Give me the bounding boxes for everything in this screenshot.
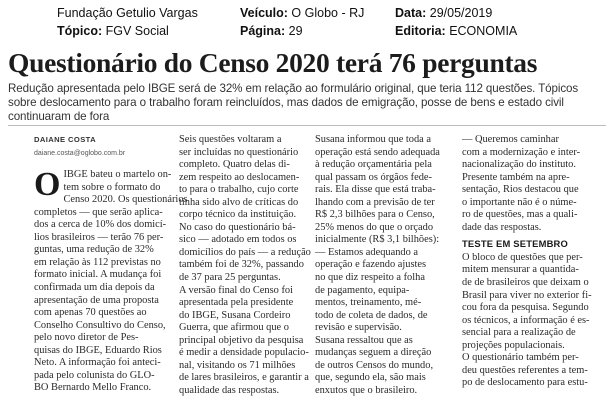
article-text-line: tinha sido alvo de críticas do [179, 196, 299, 208]
article-text-line: qual passam os órgãos fede- [315, 171, 432, 183]
article-text-line: em relação às 112 previstas no [34, 256, 161, 268]
article-text-line: é medir a densidade populacio- [179, 347, 309, 359]
article-column-2 [179, 134, 318, 397]
article-text-line: principal objetivo da pesquisa [179, 334, 304, 346]
article-text-line: cou fora da pesquisa. Segundo [462, 302, 589, 314]
page-value: 29 [288, 24, 303, 38]
article-text-line: completos — que serão aplica- [34, 206, 163, 218]
author-byline: DAIANE COSTA [34, 135, 97, 144]
article-text-line: do IBGE, Susana Cordeiro [179, 309, 291, 321]
article-text-line: também foi de 32%, passando [179, 259, 304, 271]
column-3-text [315, 134, 454, 397]
article-text-line: O bloco de questões que per- [462, 251, 583, 263]
article-text-line: completo. Quatro delas di- [179, 159, 290, 171]
article-text-line: operação e fazendo ajustes [315, 259, 427, 271]
article-text-line: dade das respostas. [462, 221, 542, 233]
article-text-line: de pagamento, equipa- [315, 284, 410, 296]
article-text-line: ser incluídas no questionário [179, 146, 299, 158]
page-label: Página: [240, 24, 286, 38]
article-text-line: — Estamos adequando a [315, 246, 419, 258]
article-text-line: mitem mensurar a quantida- [462, 264, 579, 276]
article-text-line: apresentada pela presidente [179, 297, 294, 309]
date-field [395, 6, 492, 20]
column-4-text-bottom [462, 252, 601, 390]
article-text-line: todo de coleta de dados, de [315, 309, 428, 321]
article-text-line: revisão e supervisão. [315, 322, 402, 334]
clipping-header [0, 0, 609, 44]
article-text-line: mudanças seguem a direção [315, 347, 432, 359]
article-text-line: ro de questões, mas a quali- [462, 209, 578, 221]
article-text-line: à redução orçamentária pela [315, 159, 432, 171]
article-text-line: domicílios do país — a redução [179, 246, 311, 258]
section-heading: TESTE EM SETEMBRO [462, 238, 569, 250]
article-text-line: no que diz respeito a folha [315, 272, 425, 284]
article-text-line: formato inicial. A mudança foi [34, 269, 162, 281]
article-subtitle: Redução apresentada pelo IBGE será de 32% em relação ao formulário original, que teria 112 questões. Tópicos sobre deslocamento para o trabalho foram reincluídos, mas dados de emigração, posse de bens e estado civil continuaram de fora [8, 82, 579, 123]
article-text-line: BO Bernardo Mello Franco. [34, 382, 152, 394]
article-text-line: de 37 para 25 perguntas. [179, 272, 281, 284]
article-column-1 [34, 134, 188, 395]
article-text-line: apresentação de uma proposta [34, 294, 159, 306]
article-headline: Questionário do Censo 2020 terá 76 perguntas [8, 47, 538, 78]
article-text-line: de outros Censos do mundo, [315, 359, 434, 371]
article-text-line: lhando com a previsão de ter [315, 196, 435, 208]
article-text-line: Brasil para viver no exterior fi- [462, 289, 592, 301]
article-text-line: enxutos que o brasileiro. [315, 384, 418, 396]
article-text-line: Neto. A informação foi anteci- [34, 357, 161, 369]
article-text-line: A versão final do Censo foi [179, 284, 293, 296]
date-value: 29/05/2019 [429, 6, 493, 20]
page-field [240, 24, 303, 38]
article-text-line: Conselho Consultivo do Censo, [34, 319, 166, 331]
article-text-line: pada pelo colunista do GLO- [34, 369, 155, 381]
article-text-line: deu questões referentes a tem- [462, 364, 588, 376]
article-text-line: com a modernização e inter- [462, 146, 581, 158]
article-text-line: sentação, Rios destacou que [462, 184, 579, 196]
date-label: Data: [395, 6, 427, 20]
column-4-text-top [462, 134, 601, 234]
article-text-line: O questionário também per- [462, 352, 579, 364]
article-text-line: de lares brasileiros, e garantir a [179, 372, 309, 384]
vehicle-label: Veículo: [240, 6, 288, 20]
article-text-line: po de deslocamento para estu- [462, 377, 588, 389]
article-text-line: Susana informou que toda a [315, 134, 432, 145]
article-text-line: rais. Ela disse que está traba- [315, 184, 436, 196]
article-text-line: os técnicos, a informação é es- [462, 314, 590, 326]
topic-value: FGV Social [105, 24, 169, 38]
article-text-line: o importante não é o núme- [462, 196, 577, 208]
organization-name: Fundação Getulio Vargas [57, 6, 198, 20]
editorial-label: Editoria: [395, 24, 446, 38]
article-text-line: Censo 2020. Os questionários [63, 194, 188, 206]
article-text-line: Seis questões voltaram a [179, 134, 282, 145]
article-text-line: R$ 2,3 bilhões para o Censo, [315, 209, 435, 221]
article-text-line: qualidade das respostas. [179, 384, 280, 396]
article-text-line: zem respeito ao deslocamen- [179, 171, 300, 183]
article-text-line: — Queremos caminhar [462, 134, 559, 145]
vehicle-value: O Globo - RJ [291, 6, 365, 20]
editorial-field [395, 24, 517, 38]
article-column-3 [315, 134, 454, 397]
column-2-text [179, 134, 318, 397]
article-text-line: guntas, uma redução de 32% [34, 244, 154, 256]
article-text-line: Guerra, que afirmou que o [179, 322, 289, 334]
article-text-line: corpo técnico da instituição. [179, 209, 297, 221]
article-text-line: nacionalização do instituto. [462, 159, 576, 171]
article-text-line: quisas do IBGE, Eduardo Rios [34, 344, 162, 356]
article-text-line: Susana ressaltou que as [315, 334, 413, 346]
article-text-line: Presente também na apre- [462, 171, 570, 183]
article-text-line: IBGE bateu o martelo on- [63, 169, 172, 181]
topic-label: Tópico: [57, 24, 103, 38]
article-text-line: que, segundo ela, são mais [315, 372, 426, 384]
article-text-line: sencial para a realização de [462, 327, 576, 339]
author-email: daiane.costa@oglobo.com.br [34, 149, 126, 157]
article-text-line: confirmada um dia depois da [34, 282, 155, 294]
vehicle-field [240, 6, 364, 20]
drop-cap: O [34, 166, 61, 204]
header-divider [8, 125, 606, 126]
editorial-value: ECONOMIA [449, 24, 518, 38]
article-text-line: pelo novo diretor de Pes- [34, 332, 139, 344]
article-text-line: com apenas 70 questões ao [34, 307, 147, 319]
article-text-line: operação está sendo adequada [315, 146, 440, 158]
article-text-line: dos a cerca de 10% dos domicí- [34, 219, 167, 231]
article-text-line: projeções populacionais. [462, 339, 565, 351]
article-text-line: 25% menos do que o orçado [315, 221, 434, 233]
article-text-line: inicialmente (R$ 3,1 bilhões): [315, 234, 440, 246]
article-text-line: lios brasileiros — terão 76 per- [34, 231, 164, 243]
article-text-line: to para o trabalho, cujo corte [179, 184, 299, 196]
article-column-4 [462, 134, 601, 390]
article-text-line: mentos, treinamento, mé- [315, 297, 422, 309]
topic-field [57, 24, 169, 38]
article-text-line: tem sobre o formato do [63, 181, 161, 193]
article-text-line: No caso do questionário bá- [179, 221, 296, 233]
article-text-line: sico — adotado em todos os [179, 234, 297, 246]
article-text-line: nal, visitando os 71 milhões [179, 359, 296, 371]
article-text-line: de de brasileiros que deixam o [462, 277, 589, 289]
